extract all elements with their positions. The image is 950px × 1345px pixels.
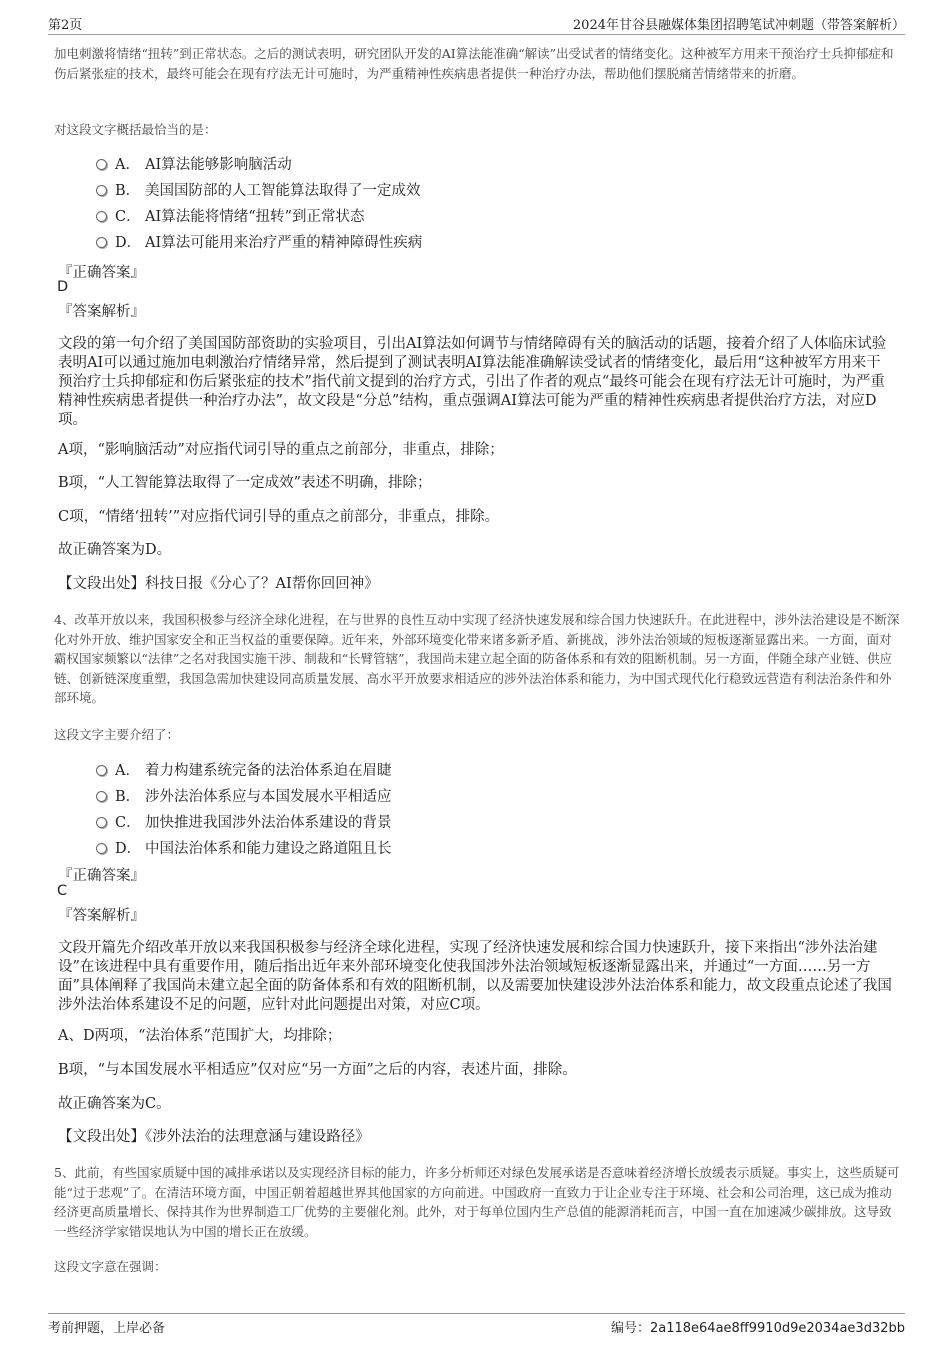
q5-prompt: 这段文字意在强调：	[54, 1259, 167, 1274]
q4-option-a[interactable]: A． 着力构建系统完备的法治体系迫在眉睫	[96, 759, 392, 781]
radio-icon[interactable]	[96, 765, 107, 776]
q4-prompt: 这段文字主要介绍了：	[54, 727, 180, 742]
radio-icon[interactable]	[96, 211, 107, 222]
q3-option-a[interactable]: A． AI算法能够影响脑活动	[96, 153, 292, 175]
q5-passage: 5、此前，有些国家质疑中国的减排承诺以及实现经济目标的能力，许多分析师还对绿色发展承诺是否意味着经济增长放缓表示质疑。事实上，这些质疑可能“过于悲观”了。在清洁环境方面，中国正朝着超越世界其他国家的方向前进。中国政府一直致力于让企业专注于环境、社会和公司治理，这已成为推动经济更高质量增长、保持其作为世界制造工厂优势的主要催化剂。此外，对于每单位国内生产总值的能源消耗而言，中国一直在加速减少碳排放。这导致一些经济学家错误地认为中国的增长正在放缓。	[54, 1165, 900, 1239]
q3-option-c[interactable]: C． AI算法能将情绪“扭转”到正常状态	[96, 205, 365, 227]
q3-source: 【文段出处】科技日报《分心了？AI帮你回回神》	[58, 576, 379, 592]
q4-conclusion: 故正确答案为C。	[58, 1096, 171, 1112]
q4-answer: C	[57, 883, 68, 899]
q3-answer-label: 『正确答案』	[58, 265, 145, 281]
q3-analysis-c: C项，“情绪‘扭转’”对应指代词引导的重点之前部分，非重点，排除。	[58, 509, 500, 525]
q4-option-b[interactable]: B． 涉外法治体系应与本国发展水平相适应	[96, 785, 392, 807]
q3-passage-tail: 加电刺激将情绪“扭转”到正常状态。之后的测试表明，研究团队开发的AI算法能准确“解读”出受试者的情绪变化。这种被军方用来干预治疗士兵抑郁症和伤后紧张症的技术，最终可能会在现有疗法无计可施时，为严重精神性疾病患者提供一种治疗办法，帮助他们摆脱痛苦情绪带来的折磨。	[54, 46, 894, 81]
page-number: 第2页	[48, 18, 83, 33]
q4-source: 【文段出处】《涉外法治的法理意涵与建设路径》	[58, 1129, 370, 1145]
q4-analysis-label: 『答案解析』	[58, 908, 145, 924]
q3-option-b[interactable]: B． 美国国防部的人工智能算法取得了一定成效	[96, 179, 421, 201]
document-title: 2024年甘谷县融媒体集团招聘笔试冲刺题（带答案解析）	[572, 18, 905, 33]
q3-conclusion: 故正确答案为D。	[58, 542, 172, 558]
radio-icon[interactable]	[96, 843, 107, 854]
q4-passage: 4、改革开放以来，我国积极参与经济全球化进程，在与世界的良性互动中实现了经济快速发展和综合国力快速跃升。在此进程中，涉外法治建设是不断深化对外开放、维护国家安全和正当权益的重要保障。近年来，外部环境变化带来诸多新矛盾、新挑战，涉外法治领域的短板逐渐显露出来。一方面，面对霸权国家频繁以“法律”之名对我国实施干涉、制裁和“长臂管辖”，我国尚未建立起全面的防备体系和有效的阻断机制。另一方面，伴随全球产业链、供应链、创新链深度重塑，我国急需加快建设同高质量发展、高水平开放要求相适应的涉外法治体系和能力，为中国式现代化行稳致远营造有利法治条件和外部环境。	[54, 612, 900, 705]
page-header	[48, 14, 905, 35]
q4-option-c[interactable]: C． 加快推进我国涉外法治体系建设的背景	[96, 811, 392, 833]
q4-answer-label: 『正确答案』	[58, 868, 145, 884]
page-footer	[48, 1313, 905, 1336]
q4-option-d[interactable]: D． 中国法治体系和能力建设之路道阻且长	[96, 837, 392, 859]
q4-analysis-ad: A、D两项，“法治体系”范围扩大，均排除；	[58, 1028, 342, 1044]
radio-icon[interactable]	[96, 817, 107, 828]
q4-analysis-main: 文段开篇先介绍改革开放以来我国积极参与经济全球化进程，实现了经济快速发展和综合国力快速跃升，接下来指出“涉外法治建设”在该进程中具有重要作用，随后指出近年来外部环境变化使我国涉外法治领域短板逐渐显露出来，并通过“一方面……另一方面”具体阐释了我国尚未建立起全面的防备体系和有效的阻断机制，以及需要加快建设涉外法治体系和能力，故文段重点论述了我国涉外法治体系建设不足的问题，应针对此问题提出对策，对应C项。	[58, 940, 892, 1013]
q3-option-d[interactable]: D． AI算法可能用来治疗严重的精神障碍性疾病	[96, 231, 422, 253]
q3-analysis-main: 文段的第一句介绍了美国国防部资助的实验项目，引出AI算法如何调节与情绪障碍有关的脑活动的话题，接着介绍了人体临床试验表明AI可以通过施加电刺激治疗情绪异常，然后提到了测试表明AI算法能准确解读受试者的情绪变化，最后用“这种被军方用来干预治疗士兵抑郁症和伤后紧张症的技术”指代前文提到的治疗方式，引出了作者的观点“最终可能会在现有疗法无计可施时，为严重精神性疾病患者提供一种治疗办法”，故文段是“分总”结构，重点强调AI算法可能为严重的精神性疾病患者提供治疗方法，对应D项。	[58, 336, 887, 428]
q4-analysis-b: B项，“与本国发展水平相适应”仅对应“另一方面”之后的内容，表述片面，排除。	[58, 1062, 577, 1078]
radio-icon[interactable]	[96, 185, 107, 196]
footer-slogan: 考前押题，上岸必备	[48, 1321, 166, 1336]
q3-analysis-b: B项，“人工智能算法取得了一定成效”表述不明确，排除；	[58, 475, 432, 491]
q3-analysis-label: 『答案解析』	[58, 304, 145, 320]
q3-analysis-a: A项，“影响脑活动”对应指代词引导的重点之前部分，非重点，排除；	[58, 442, 504, 458]
radio-icon[interactable]	[96, 791, 107, 802]
q3-answer: D	[57, 279, 69, 295]
radio-icon[interactable]	[96, 159, 107, 170]
radio-icon[interactable]	[96, 237, 107, 248]
document-code: 编号：2a118e64ae8ff9910d9e2034ae3d32bb	[610, 1321, 905, 1336]
q3-prompt: 对这段文字概括最恰当的是：	[54, 122, 217, 137]
